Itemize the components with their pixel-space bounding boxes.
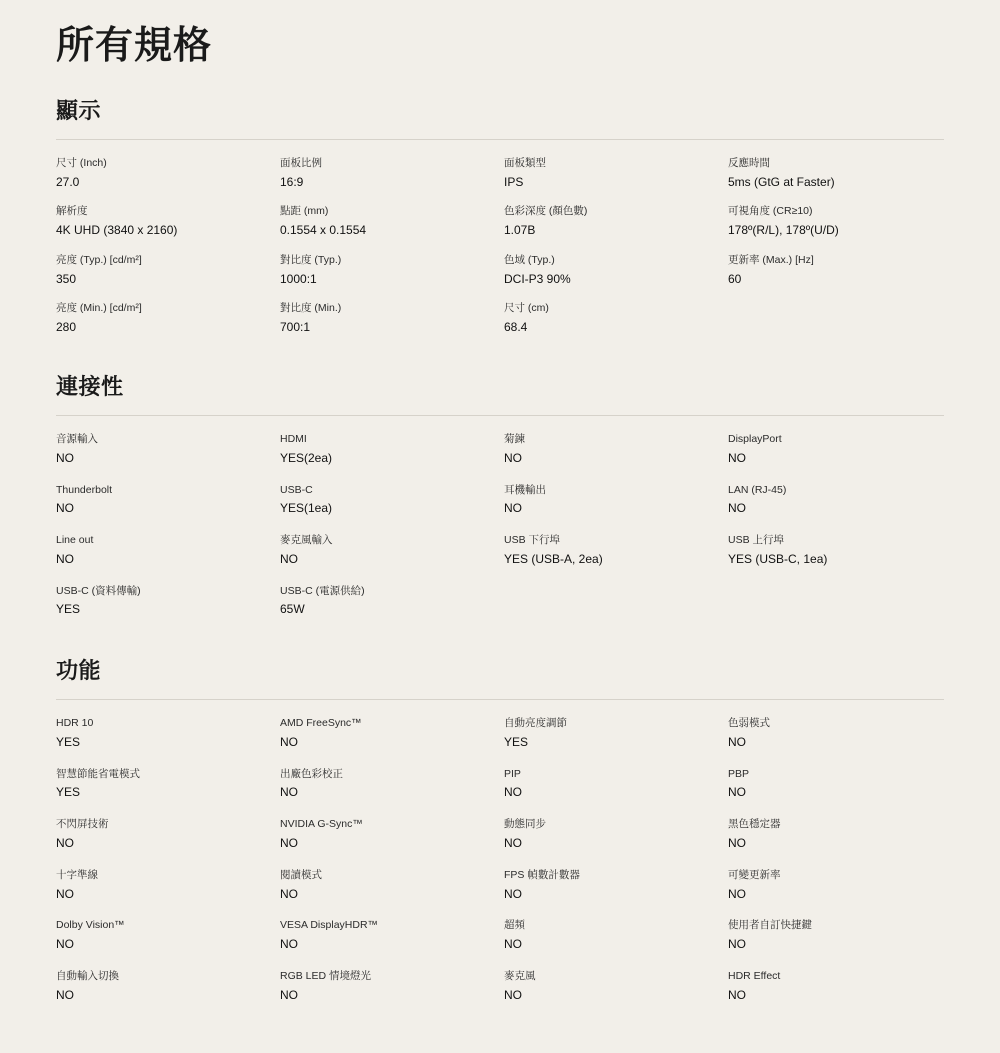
spec-value: NO [728, 734, 746, 749]
spec-value: NO [504, 836, 522, 851]
spec-value: NO [56, 836, 74, 851]
spec-value: 280 [56, 320, 77, 335]
spec-cell [280, 200, 496, 249]
spec-value: NO [280, 836, 298, 851]
spec-label: LAN (RJ-45) [728, 483, 787, 496]
spec-label: HDMI [280, 432, 307, 445]
spec-label: 使用者自訂快捷鍵 [728, 919, 812, 932]
spec-cell [280, 249, 496, 298]
spec-cell [56, 914, 272, 965]
spec-cell [504, 200, 720, 249]
spec-label: HDR 10 [56, 717, 94, 730]
spec-cell [56, 712, 272, 763]
spec-label: 麥克風 [504, 969, 536, 982]
spec-label: AMD FreeSync™ [280, 717, 362, 730]
spec-cell [280, 712, 496, 763]
spec-label: NVIDIA G-Sync™ [280, 818, 363, 831]
spec-label: 更新率 (Max.) [Hz] [728, 253, 814, 266]
spec-cell [504, 249, 720, 298]
spec-value: 1.07B [504, 223, 536, 238]
spec-cell [56, 152, 272, 201]
spec-cell [504, 763, 720, 814]
spec-value: NO [504, 937, 522, 952]
spec-cell [504, 428, 720, 479]
spec-cell [728, 152, 944, 201]
section-title-connectivity: 連接性 [56, 373, 124, 399]
spec-value: NO [504, 450, 522, 465]
section-connectivity [56, 370, 944, 630]
spec-cell [728, 965, 944, 1016]
spec-value: YES [56, 785, 81, 800]
spec-cell [56, 813, 272, 864]
spec-cell [280, 152, 496, 201]
spec-value: 350 [56, 271, 77, 286]
spec-label: USB-C (資料傳輸) [56, 584, 141, 597]
section-divider [56, 139, 944, 140]
spec-label: 耳機輸出 [504, 483, 546, 496]
spec-label: USB-C [280, 483, 313, 496]
spec-value: NO [504, 886, 522, 901]
spec-label: 點距 (mm) [280, 205, 329, 218]
spec-value: 65W [280, 602, 305, 617]
spec-cell [56, 763, 272, 814]
spec-cell [56, 200, 272, 249]
spec-label: PBP [728, 767, 750, 780]
spec-cell [504, 152, 720, 201]
spec-label: 亮度 (Typ.) [cd/m²] [56, 253, 142, 266]
spec-cell [728, 763, 944, 814]
spec-value: NO [728, 987, 746, 1002]
spec-cell [280, 479, 496, 530]
spec-label: 色弱模式 [728, 717, 770, 730]
spec-cell [280, 813, 496, 864]
spec-cell [280, 529, 496, 580]
section-divider [56, 699, 944, 700]
spec-cell [728, 428, 944, 479]
spec-label: USB 上行埠 [728, 534, 785, 547]
spec-label: 面板比例 [280, 156, 322, 169]
spec-value: 27.0 [56, 174, 80, 189]
spec-value: 0.1554 x 0.1554 [280, 223, 367, 238]
spec-label: USB-C (電源供給) [280, 584, 365, 597]
spec-value: NO [728, 501, 746, 516]
section-divider [56, 415, 944, 416]
spec-cell [504, 479, 720, 530]
section-features [56, 654, 944, 1015]
spec-grid-display [56, 152, 944, 346]
section-display [56, 94, 944, 346]
spec-value: 4K UHD (3840 x 2160) [56, 223, 178, 238]
spec-value: YES (USB-C, 1ea) [728, 551, 828, 566]
spec-cell [728, 479, 944, 530]
spec-cell [56, 864, 272, 915]
spec-value: NO [728, 836, 746, 851]
spec-value: NO [504, 785, 522, 800]
spec-value: NO [280, 551, 298, 566]
spec-label: 自動亮度調節 [504, 717, 567, 730]
spec-cell [504, 529, 720, 580]
spec-value: NO [504, 987, 522, 1002]
spec-label: 麥克風輸入 [280, 534, 333, 547]
spec-cell [280, 864, 496, 915]
spec-cell [56, 965, 272, 1016]
spec-value: 60 [728, 271, 742, 286]
spec-cell [728, 200, 944, 249]
spec-cell [56, 428, 272, 479]
spec-value: 68.4 [504, 320, 528, 335]
spec-label: 出廠色彩校正 [280, 767, 343, 780]
spec-label: 不閃屏技術 [56, 818, 109, 831]
spec-value: NO [504, 501, 522, 516]
spec-value: NO [728, 937, 746, 952]
spec-cell [504, 914, 720, 965]
spec-value: NO [728, 886, 746, 901]
spec-value: NO [56, 551, 74, 566]
spec-cell [504, 965, 720, 1016]
spec-value: NO [728, 450, 746, 465]
spec-cell [280, 428, 496, 479]
page-title: 所有規格 [56, 25, 213, 67]
spec-label: 反應時間 [728, 156, 770, 169]
spec-grid-connectivity [56, 428, 944, 630]
spec-label: HDR Effect [728, 969, 781, 982]
spec-label: PIP [504, 767, 521, 780]
spec-value: NO [728, 785, 746, 800]
spec-label: 超頻 [504, 919, 525, 932]
spec-value: YES(1ea) [280, 501, 333, 516]
spec-label: 黑色穩定器 [728, 818, 781, 831]
spec-label: USB 下行埠 [504, 534, 561, 547]
spec-cell [56, 479, 272, 530]
spec-value: NO [280, 937, 298, 952]
section-title-features: 功能 [56, 658, 102, 684]
spec-cell [56, 580, 272, 631]
spec-cell [504, 580, 720, 631]
spec-label: Thunderbolt [56, 483, 113, 496]
spec-cell [728, 297, 944, 346]
spec-value: NO [280, 886, 298, 901]
spec-cell [56, 297, 272, 346]
spec-cell [56, 529, 272, 580]
spec-label: Dolby Vision™ [56, 919, 125, 932]
spec-label: 亮度 (Min.) [cd/m²] [56, 302, 142, 315]
spec-label: 動態同步 [504, 818, 546, 831]
spec-value: 700:1 [280, 320, 311, 335]
spec-label: 色彩深度 (顏色數) [504, 205, 588, 218]
spec-value: YES [56, 602, 81, 617]
spec-cell [280, 965, 496, 1016]
spec-cell [280, 580, 496, 631]
spec-value: NO [280, 987, 298, 1002]
spec-cell [728, 864, 944, 915]
page-bottom-spacer [0, 1039, 1000, 1053]
spec-value: 178º(R/L), 178º(U/D) [728, 223, 839, 238]
spec-value: YES (USB-A, 2ea) [504, 551, 603, 566]
spec-label: 對比度 (Typ.) [280, 253, 342, 266]
spec-value: NO [56, 886, 74, 901]
spec-value: 1000:1 [280, 271, 317, 286]
spec-value: NO [56, 501, 74, 516]
spec-cell [280, 914, 496, 965]
spec-label: 自動輸入切換 [56, 969, 119, 982]
spec-value: YES [56, 734, 81, 749]
spec-label: 解析度 [56, 205, 88, 218]
spec-cell [56, 249, 272, 298]
spec-cell [728, 249, 944, 298]
spec-value: NO [280, 785, 298, 800]
spec-label: 尺寸 (Inch) [56, 156, 107, 169]
spec-value: DCI-P3 90% [504, 271, 571, 286]
spec-label: 色域 (Typ.) [504, 253, 555, 266]
spec-cell [280, 297, 496, 346]
spec-value: YES [504, 734, 529, 749]
spec-label: 面板類型 [504, 156, 546, 169]
spec-label: FPS 幀數計數器 [504, 868, 580, 881]
section-title-display: 顯示 [56, 97, 102, 123]
spec-label: 閱讀模式 [280, 868, 322, 881]
spec-grid-features [56, 712, 944, 1015]
spec-cell [728, 580, 944, 631]
spec-label: 對比度 (Min.) [280, 302, 342, 315]
spec-value: NO [56, 450, 74, 465]
spec-label: 可視角度 (CR≥10) [728, 205, 813, 218]
spec-label: 智慧節能省電模式 [56, 767, 140, 780]
spec-label: 可變更新率 [728, 868, 781, 881]
spec-value: 5ms (GtG at Faster) [728, 174, 835, 189]
spec-label: RGB LED 情境燈光 [280, 969, 372, 982]
spec-cell [280, 763, 496, 814]
spec-cell [504, 864, 720, 915]
spec-cell [504, 712, 720, 763]
spec-value: IPS [504, 174, 524, 189]
spec-label: 音源輸入 [56, 432, 98, 445]
spec-cell [728, 529, 944, 580]
spec-cell [504, 297, 720, 346]
spec-value: NO [280, 734, 298, 749]
spec-label: 菊鍊 [504, 432, 525, 445]
spec-cell [728, 914, 944, 965]
spec-value: NO [56, 987, 74, 1002]
spec-label: Line out [56, 534, 94, 547]
spec-label: 十字準線 [56, 868, 98, 881]
spec-value: 16:9 [280, 174, 304, 189]
spec-label: VESA DisplayHDR™ [280, 919, 379, 932]
spec-value: NO [56, 937, 74, 952]
spec-label: 尺寸 (cm) [504, 302, 549, 315]
spec-label: DisplayPort [728, 432, 782, 445]
spec-value: YES(2ea) [280, 450, 333, 465]
spec-cell [504, 813, 720, 864]
spec-cell [728, 813, 944, 864]
spec-cell [728, 712, 944, 763]
